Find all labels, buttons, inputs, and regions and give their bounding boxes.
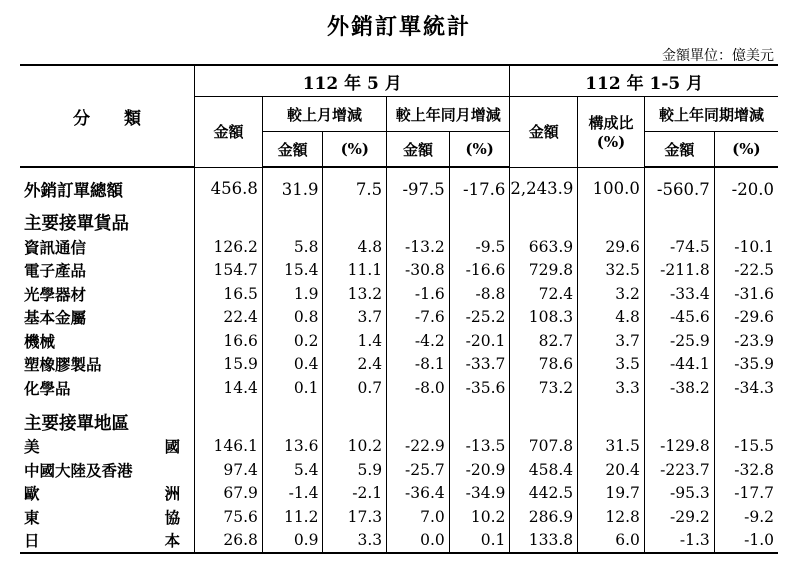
value-cell: 75.6 [195,505,263,529]
value-cell: 0.9 [262,529,323,554]
value-cell: 97.4 [195,458,263,482]
value-cell: -9.5 [449,235,510,259]
value-cell: -33.7 [449,353,510,377]
value-cell: 100.0 [578,167,645,210]
cum-amount-header: 金額 [510,97,578,168]
value-cell: -38.2 [644,376,714,400]
mom-amount-header: 金額 [262,132,323,168]
value-cell: 12.8 [578,505,645,529]
value-cell: -1.6 [387,282,450,306]
row-label: 中國大陸及香港 [20,458,195,482]
value-cell: -10.1 [734,237,774,256]
row-label: 電子產品 [20,259,195,283]
table-row [20,435,778,459]
value-cell: 6.0 [578,529,645,554]
share-label: 構成比 [588,114,634,133]
empty-cell [510,410,578,435]
empty-cell [644,400,714,410]
value-cell: 663.9 [510,235,578,259]
value-cell: -20.1 [449,329,510,353]
value-cell: 4.8 [578,306,645,330]
spacer-row [20,400,778,410]
value-cell: -23.9 [734,331,774,350]
value-cell: -25.7 [387,458,450,482]
value-cell: -22.9 [387,435,450,459]
empty-cell [262,210,323,235]
value-cell: -22.5 [734,261,774,280]
empty-cell [195,400,263,410]
value-cell: -4.2 [387,329,450,353]
value-cell: 15.4 [262,259,323,283]
category-header: 分 類 [20,65,195,167]
empty-cell [578,410,645,435]
empty-cell [20,400,195,410]
mom-pct-header: (%) [323,132,387,168]
value-cell: 17.3 [323,505,387,529]
value-cell: 19.7 [578,482,645,506]
value-cell: 7.0 [387,505,450,529]
value-cell: 29.6 [578,235,645,259]
empty-cell [195,410,263,435]
value-cell: -20.9 [449,458,510,482]
unit-note: 金額單位：億美元 [662,48,774,64]
value-cell: 10.2 [449,505,510,529]
value-cell: 133.8 [510,529,578,554]
month-amount-header: 金額 [195,97,263,168]
empty-cell [510,210,578,235]
page-title: 外銷訂單統計 [326,14,471,40]
value-cell: -15.5 [734,437,774,456]
mom-header: 較上月增減 [262,97,386,132]
value-cell: -33.4 [644,282,714,306]
empty-cell [449,210,510,235]
period-cum-header: 112 年 1-5 月 [510,65,778,97]
value-cell: -1.3 [644,529,714,554]
section-title: 主要接單貨品 [20,210,195,235]
share-pct-label: (%) [596,133,626,152]
empty-cell [323,410,387,435]
period-month-header: 112 年 5 月 [195,65,510,97]
value-cell: 20.4 [578,458,645,482]
value-cell: 108.3 [510,306,578,330]
value-cell: -32.8 [734,460,774,479]
row-label: 光學器材 [20,282,195,306]
value-cell: -16.6 [449,259,510,283]
export-orders-table [20,64,778,554]
value-cell: -97.5 [387,167,450,210]
value-cell: 0.2 [262,329,323,353]
empty-cell [195,210,263,235]
value-cell: 1.9 [262,282,323,306]
value-cell: 72.4 [510,282,578,306]
value-cell: -25.9 [644,329,714,353]
value-cell: -36.4 [387,482,450,506]
value-cell: 729.8 [510,259,578,283]
value-cell: 0.1 [262,376,323,400]
value-cell: 0.8 [262,306,323,330]
value-cell: 3.3 [323,529,387,554]
value-cell: 31.5 [578,435,645,459]
value-cell: 146.1 [195,435,263,459]
value-cell: -17.6 [449,167,510,210]
value-cell: -17.7 [734,484,774,503]
value-cell: 126.2 [195,235,263,259]
table-row [20,259,778,283]
value-cell: 0.0 [387,529,450,554]
value-cell: 78.6 [510,353,578,377]
empty-cell [323,210,387,235]
row-label: 機械 [20,329,195,353]
table-row [20,329,778,353]
value-cell: -35.6 [449,376,510,400]
value-cell: -95.3 [644,482,714,506]
empty-cell [387,410,450,435]
table-row [20,353,778,377]
table-body [20,167,778,553]
value-cell: 32.5 [578,259,645,283]
empty-cell [387,400,450,410]
value-cell: 3.5 [578,353,645,377]
value-cell: 154.7 [195,259,263,283]
value-cell: -35.9 [734,355,774,374]
value-cell: -29.2 [644,505,714,529]
value-cell: 5.9 [323,458,387,482]
value-cell: -223.7 [644,458,714,482]
value-cell: 22.4 [195,306,263,330]
value-cell: 13.6 [262,435,323,459]
value-cell: 16.6 [195,329,263,353]
value-cell: 5.8 [262,235,323,259]
value-cell: 13.2 [323,282,387,306]
value-cell: -74.5 [644,235,714,259]
row-label: 基本金屬 [20,306,195,330]
row-label: 東協 [20,505,195,529]
row-label: 美國 [20,435,195,459]
value-cell: 0.4 [262,353,323,377]
empty-cell [449,410,510,435]
empty-cell [714,400,778,410]
value-cell: -20.0 [731,179,774,199]
empty-cell [323,400,387,410]
value-cell: 5.4 [262,458,323,482]
value-cell: -13.5 [449,435,510,459]
yoy-header: 較上年同月增減 [387,97,510,132]
value-cell: -30.8 [387,259,450,283]
value-cell: -34.9 [449,482,510,506]
value-cell: 7.5 [323,167,387,210]
value-cell: -34.3 [734,378,774,397]
value-cell: -9.2 [744,507,774,526]
row-label: 日本 [20,529,195,554]
value-cell: 82.7 [510,329,578,353]
value-cell: -8.0 [387,376,450,400]
value-cell: 456.8 [195,167,263,210]
value-cell: 11.1 [323,259,387,283]
section-header-row [20,410,778,435]
value-cell: 707.8 [510,435,578,459]
section-title: 主要接單地區 [20,410,195,435]
value-cell: 73.2 [510,376,578,400]
value-cell: 16.5 [195,282,263,306]
value-cell: -129.8 [644,435,714,459]
value-cell: 11.2 [262,505,323,529]
value-cell: 67.9 [195,482,263,506]
value-cell: 10.2 [323,435,387,459]
table-row [20,458,778,482]
row-label: 資訊通信 [20,235,195,259]
cum-yoy-pct-header: (%) [714,132,778,168]
value-cell: 2.4 [323,353,387,377]
empty-cell [510,400,578,410]
value-cell: 3.7 [578,329,645,353]
row-label: 化學品 [20,376,195,400]
value-cell: -8.8 [449,282,510,306]
value-cell: 1.4 [323,329,387,353]
value-cell: 442.5 [510,482,578,506]
empty-cell [262,400,323,410]
empty-cell [714,410,778,435]
value-cell: 0.1 [449,529,510,554]
total-row [20,167,778,210]
value-cell: 4.8 [323,235,387,259]
empty-cell [449,400,510,410]
empty-cell [578,210,645,235]
row-label: 塑橡膠製品 [20,353,195,377]
value-cell: -25.2 [449,306,510,330]
value-cell: -2.1 [323,482,387,506]
row-label: 外銷訂單總額 [20,167,195,210]
table-row [20,282,778,306]
table-row [20,376,778,400]
table-row [20,529,778,554]
value-cell: 14.4 [195,376,263,400]
value-cell: 2,243.9 [510,167,578,210]
section-header-row [20,210,778,235]
value-cell: 3.7 [323,306,387,330]
value-cell: -1.0 [714,529,778,554]
value-cell: 31.9 [262,167,323,210]
value-cell: 26.8 [195,529,263,554]
value-cell: -211.8 [644,259,714,283]
value-cell: 0.7 [323,376,387,400]
value-cell: -13.2 [387,235,450,259]
value-cell: -1.4 [262,482,323,506]
share-header [578,97,645,168]
value-cell: -7.6 [387,306,450,330]
empty-cell [262,410,323,435]
row-label: 歐洲 [20,482,195,506]
table-row [20,482,778,506]
yoy-amount-header: 金額 [387,132,450,168]
value-cell: -8.1 [387,353,450,377]
value-cell: -29.6 [734,308,774,327]
empty-cell [644,210,714,235]
value-cell: 458.4 [510,458,578,482]
table-row [20,505,778,529]
cum-yoy-header: 較上年同期增減 [644,97,778,132]
value-cell: 3.3 [578,376,645,400]
table-row [20,306,778,330]
value-cell: -31.6 [734,284,774,303]
value-cell: 3.2 [578,282,645,306]
cum-yoy-amount-header: 金額 [644,132,714,168]
empty-cell [578,400,645,410]
value-cell: -560.7 [644,167,714,210]
value-cell: -45.6 [644,306,714,330]
empty-cell [387,210,450,235]
table-row [20,235,778,259]
yoy-pct-header: (%) [449,132,510,168]
value-cell: -44.1 [644,353,714,377]
value-cell: 286.9 [510,505,578,529]
empty-cell [714,210,778,235]
empty-cell [644,410,714,435]
value-cell: 15.9 [195,353,263,377]
